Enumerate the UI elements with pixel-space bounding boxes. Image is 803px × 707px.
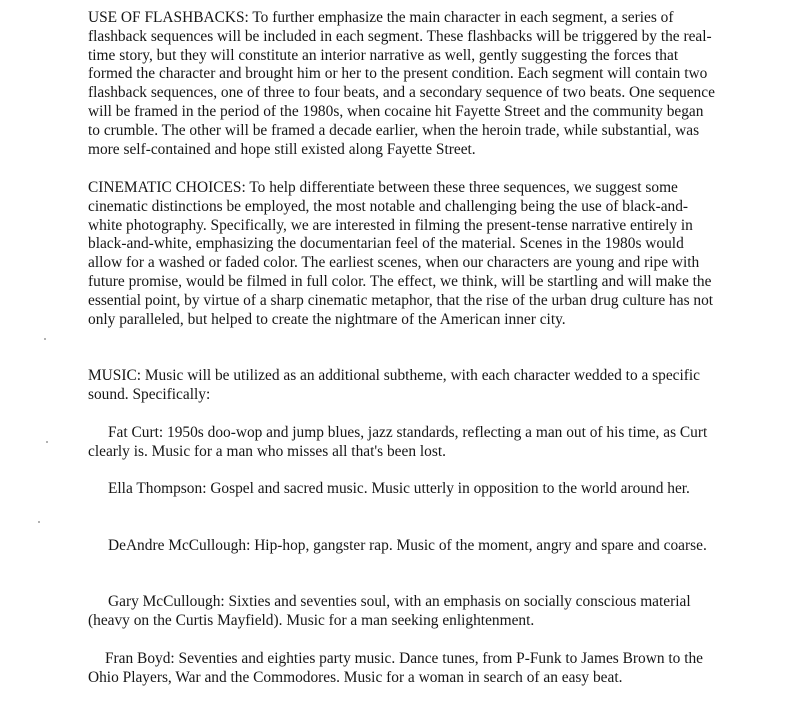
flashbacks-paragraph: USE OF FLASHBACKS: To further emphasize the main character in each segment, a series of flashback sequences will be included in each segment. These flashbacks will be triggered by the real-time story, but they will constitute an interior narrative as well, gently suggesting the forces that formed the character and brought him or her to the present condition. Each segment will contain two flashback sequences, one of three to four beats, and a secondary sequence of two beats. One sequence will be framed in the period of the 1980s, when cocaine hit Fayette Street and the community began to crumble. The other will be framed a decade earlier, when the heroin trade, while substantial, was more self-contained and hope still existed along Fayette Street. [88, 9, 715, 158]
character-music-ella-thompson: Ella Thompson: Gospel and sacred music. Music utterly in opposition to the world around her. [108, 480, 690, 497]
character-music-gary-mccullough: Gary McCullough: Sixties and seventies soul, with an emphasis on socially conscious material (heavy on the Curtis Mayfield). Music for a man seeking enlightenment. [88, 593, 691, 629]
character-music-fran-boyd: Fran Boyd: Seventies and eighties party music. Dance tunes, from P-Funk to James Brown to the Ohio Players, War and the Commodores. Music for a woman in search of an easy beat. [88, 650, 704, 686]
scan-speck [44, 338, 46, 340]
character-music-fat-curt: Fat Curt: 1950s doo-wop and jump blues, jazz standards, reflecting a man out of his time, as Curt clearly is. Music for a man who misses all that's been lost. [88, 424, 708, 460]
cinematic-choices-paragraph: CINEMATIC CHOICES: To help differentiate between these three sequences, we suggest some cinematic distinctions be employed, the most notable and challenging being the use of black-and-white photography. Specifically, we are interested in filming the present-tense narrative entirely in black-and-white, emphasizing the documentarian feel of the material. Scenes in the 1980s would allow for a washed or faded color. The earliest scenes, when our characters are young and ripe with future promise, would be filmed in full color. The effect, we think, will be startling and will make the essential point, by virtue of a sharp cinematic metaphor, that the rise of the urban drug culture has not only paralleled, but helped to create the nightmare of the American inner city. [88, 179, 714, 328]
music-intro-paragraph: MUSIC: Music will be utilized as an additional subtheme, with each character wedded to a specific sound. Specifically: [88, 367, 701, 403]
scan-speck [38, 521, 40, 523]
scan-speck [46, 441, 48, 443]
character-music-deandre-mccullough: DeAndre McCullough: Hip-hop, gangster rap. Music of the moment, angry and spare and coarse. [108, 537, 707, 554]
